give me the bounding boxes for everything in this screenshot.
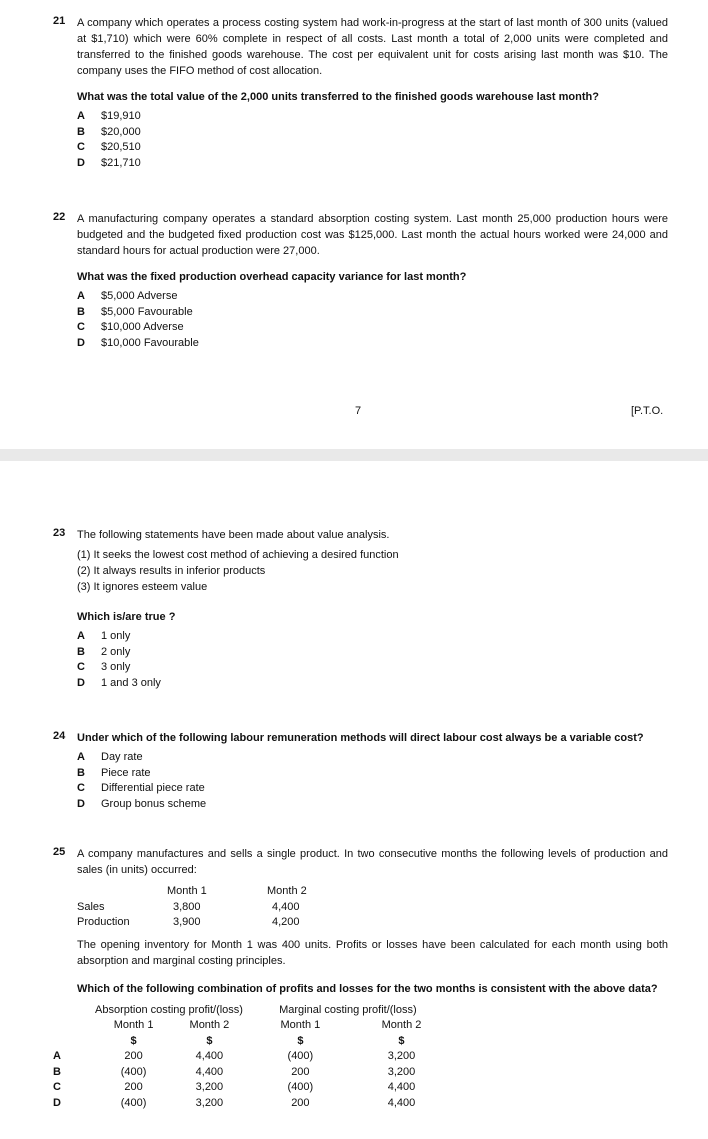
production-sales-table (77, 884, 347, 931)
option-d: D $21,710 (77, 156, 141, 169)
option-c: C $10,000 Adverse (77, 321, 184, 333)
option-a: A $19,910 (77, 110, 141, 122)
question-stem: The following statements have been made about value analysis. (77, 529, 390, 541)
question-prompt: What was the total value of the 2,000 units transferred to the finished goods warehouse last month? (77, 91, 599, 103)
option-a: A 200 4,400 (400) 3,200 (53, 1050, 416, 1062)
statement-2: (2) It always results in inferior products (77, 565, 266, 577)
table-row: Sales 3,800 4,400 (77, 900, 300, 913)
question-stem: A company manufactures and sells a single product. In two consecutive months the following levels of production and sales (in units) occurred: (77, 848, 668, 876)
option-d: D 1 and 3 only (77, 676, 161, 689)
question-21 (53, 15, 668, 171)
option-c: C 200 3,200 (400) 4,400 (53, 1081, 416, 1093)
exam-page-8 (0, 461, 708, 1139)
question-number: 24 (53, 730, 66, 742)
option-c: C Differential piece rate (77, 782, 205, 794)
table-row: Production 3,900 4,200 (77, 916, 300, 928)
currency-header: $ (297, 1034, 304, 1047)
statement-1: (1) It seeks the lowest cost method of achieving a desired function (77, 549, 399, 561)
question-stem: A company which operates a process costing system had work-in-progress at the start of last month of 300 units (valued at $1,710) which were 60% complete in respect of all costs. Last month a total of 2,000 units were completed and transferred to the finished goods warehouse. The cost per equivalent unit for costs arising last month was $10. The company uses the FIFO method of cost allocation. (77, 17, 668, 77)
group-header-marginal: Marginal costing profit/(loss) (279, 1003, 417, 1016)
col-header: Month 2 (189, 1019, 230, 1031)
option-d: D Group bonus scheme (77, 797, 207, 810)
question-24 (53, 730, 668, 812)
option-d: D $10,000 Favourable (77, 336, 199, 349)
question-stem: A manufacturing company operates a standard absorption costing system. Last month 25,000 production hours were budgeted and the budgeted fixed production cost was $125,000. Last month the actual hours worked were 24,000 and standard hours for actual production were 27,000. (77, 213, 668, 257)
group-header-absorption: Absorption costing profit/(loss) (95, 1003, 243, 1016)
option-b: B $20,000 (77, 125, 141, 138)
col-header: Month 1 (280, 1019, 321, 1031)
question-number: 22 (53, 211, 66, 223)
option-c: C $20,510 (77, 141, 141, 153)
option-b: B 2 only (77, 645, 131, 658)
option-d: D (400) 3,200 200 4,400 (53, 1096, 416, 1109)
option-c: C 3 only (77, 661, 131, 673)
page-number: 7 (355, 405, 362, 417)
exam-page-7 (0, 0, 708, 449)
table-header: Month 1 (167, 885, 207, 897)
option-a: A Day rate (77, 751, 143, 763)
question-23 (53, 527, 668, 691)
question-stem: Under which of the following labour remuneration methods will direct labour cost always be a variable cost? (77, 732, 644, 744)
option-a: A $5,000 Adverse (77, 290, 178, 302)
question-prompt: Which of the following combination of profits and losses for the two months is consistent with the above data? (77, 982, 658, 995)
table-header: Month 2 (267, 885, 307, 897)
pto-label: [P.T.O. (631, 405, 664, 417)
question-prompt: Which is/are true ? (77, 611, 176, 623)
question-22 (53, 211, 668, 351)
option-b: B (400) 4,400 200 3,200 (53, 1065, 416, 1078)
statement-3: (3) It ignores esteem value (77, 581, 208, 593)
currency-header: $ (130, 1034, 137, 1047)
question-number: 25 (53, 846, 66, 858)
option-b: B $5,000 Favourable (77, 305, 193, 318)
question-prompt: What was the fixed production overhead capacity variance for last month? (77, 271, 467, 283)
option-b: B Piece rate (77, 766, 151, 779)
question-25 (53, 846, 668, 1111)
currency-header: $ (398, 1034, 405, 1047)
answer-options-table (53, 1003, 447, 1112)
question-number: 21 (53, 15, 66, 27)
col-header: Month 1 (113, 1019, 154, 1031)
col-header: Month 2 (381, 1019, 422, 1031)
currency-header: $ (206, 1034, 213, 1047)
question-paragraph: The opening inventory for Month 1 was 400 units. Profits or losses have been calculated for each month using both absorption and marginal costing principles. (77, 938, 668, 967)
option-a: A 1 only (77, 630, 131, 642)
question-number: 23 (53, 527, 66, 539)
